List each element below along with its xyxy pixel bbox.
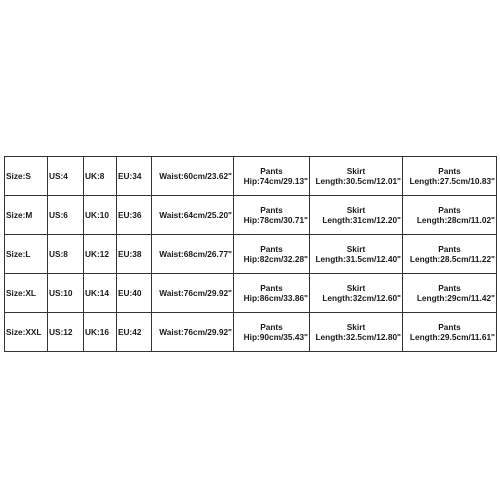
pants-length-label: Pants (438, 204, 461, 215)
skirt-length-value: Length:30.5cm/12.01" (315, 176, 401, 186)
table-row (5, 196, 497, 235)
eu-size-cell: EU:36 (117, 196, 152, 235)
size-cell: Size:XXL (5, 313, 48, 352)
pants-length-cell (403, 157, 497, 196)
skirt-label: Skirt (346, 243, 366, 254)
pants-length-cell (403, 235, 497, 274)
table-row (5, 313, 497, 352)
skirt-length-value: Length:31cm/12.20" (322, 215, 401, 225)
size-cell: Size:M (5, 196, 48, 235)
us-size-cell: US:10 (48, 274, 84, 313)
pants-hip-label: Pants (260, 165, 283, 176)
hip-value: Hip:78cm/30.71" (243, 215, 308, 225)
skirt-length-cell (310, 196, 403, 235)
hip-value: Hip:74cm/29.13" (243, 176, 308, 186)
pants-length-label: Pants (438, 165, 461, 176)
uk-size-cell: UK:8 (84, 157, 117, 196)
us-size-cell: US:6 (48, 196, 84, 235)
pants-length-label: Pants (438, 321, 461, 332)
pants-hip-label: Pants (260, 204, 283, 215)
uk-size-cell: UK:16 (84, 313, 117, 352)
uk-size-cell: UK:12 (84, 235, 117, 274)
skirt-length-cell (310, 235, 403, 274)
us-size-cell: US:12 (48, 313, 84, 352)
skirt-length-cell (310, 274, 403, 313)
hip-value: Hip:82cm/32.28" (243, 254, 308, 264)
pants-hip-cell (234, 235, 310, 274)
eu-size-cell: EU:34 (117, 157, 152, 196)
waist-cell: Waist:76cm/29.92" (152, 274, 234, 313)
uk-size-cell: UK:14 (84, 274, 117, 313)
skirt-label: Skirt (346, 165, 366, 176)
pants-hip-label: Pants (260, 321, 283, 332)
pants-length-label: Pants (438, 282, 461, 293)
table-row (5, 235, 497, 274)
pants-hip-cell (234, 196, 310, 235)
hip-value: Hip:90cm/35.43" (243, 332, 308, 342)
skirt-label: Skirt (346, 204, 366, 215)
size-chart-body (5, 157, 497, 352)
size-chart-table (4, 156, 497, 352)
skirt-length-cell (310, 313, 403, 352)
hip-value: Hip:86cm/33.86" (243, 293, 308, 303)
table-row (5, 274, 497, 313)
pants-hip-cell (234, 274, 310, 313)
skirt-length-value: Length:31.5cm/12.40" (315, 254, 401, 264)
waist-cell: Waist:76cm/29.92" (152, 313, 234, 352)
skirt-length-value: Length:32.5cm/12.80" (315, 332, 401, 342)
pants-hip-cell (234, 157, 310, 196)
pants-length-cell (403, 196, 497, 235)
pants-length-cell (403, 313, 497, 352)
eu-size-cell: EU:42 (117, 313, 152, 352)
eu-size-cell: EU:40 (117, 274, 152, 313)
skirt-length-cell (310, 157, 403, 196)
waist-cell: Waist:68cm/26.77" (152, 235, 234, 274)
us-size-cell: US:4 (48, 157, 84, 196)
pants-length-label: Pants (438, 243, 461, 254)
size-cell: Size:L (5, 235, 48, 274)
eu-size-cell: EU:38 (117, 235, 152, 274)
pants-hip-label: Pants (260, 282, 283, 293)
size-cell: Size:XL (5, 274, 48, 313)
skirt-label: Skirt (346, 321, 366, 332)
skirt-length-value: Length:32cm/12.60" (322, 293, 401, 303)
waist-cell: Waist:64cm/25.20" (152, 196, 234, 235)
pants-length-cell (403, 274, 497, 313)
uk-size-cell: UK:10 (84, 196, 117, 235)
pants-length-value: Length:27.5cm/10.83" (409, 176, 495, 186)
pants-length-value: Length:28cm/11.02" (416, 215, 495, 225)
waist-cell: Waist:60cm/23.62" (152, 157, 234, 196)
skirt-label: Skirt (346, 282, 366, 293)
pants-hip-cell (234, 313, 310, 352)
us-size-cell: US:8 (48, 235, 84, 274)
size-cell: Size:S (5, 157, 48, 196)
table-row (5, 157, 497, 196)
pants-length-value: Length:28.5cm/11.22" (409, 254, 495, 264)
pants-hip-label: Pants (260, 243, 283, 254)
pants-length-value: Length:29cm/11.42" (416, 293, 495, 303)
pants-length-value: Length:29.5cm/11.61" (409, 332, 495, 342)
